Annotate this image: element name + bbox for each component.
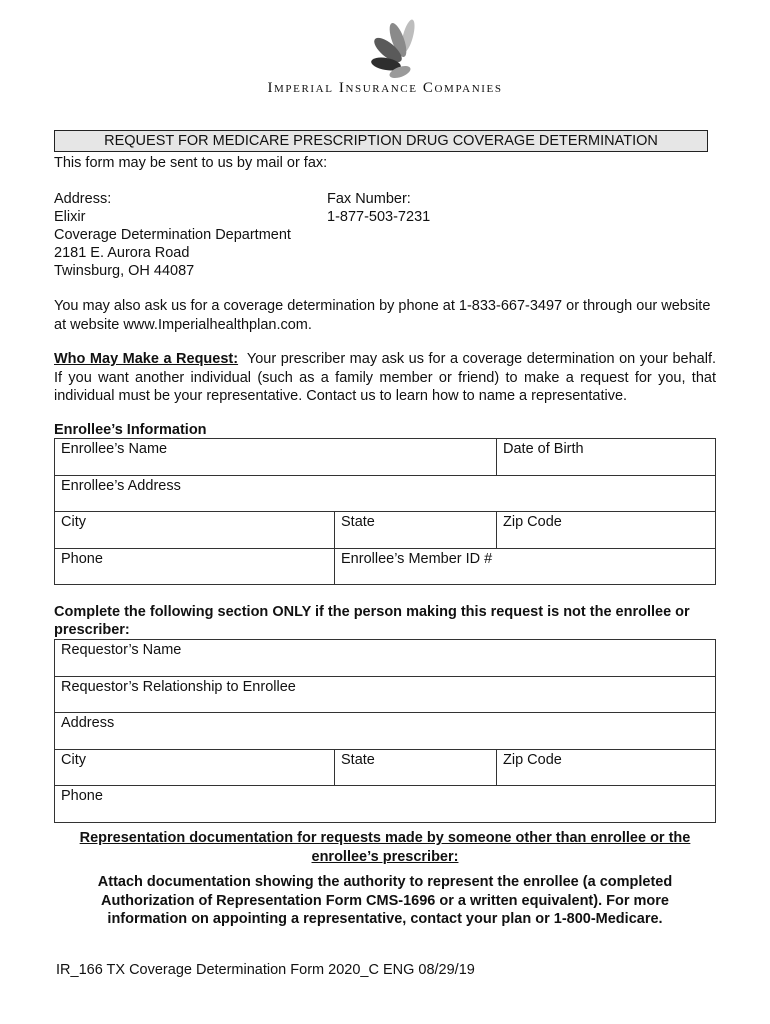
- address-line: Coverage Determination Department: [54, 227, 291, 243]
- requestor-zip-field[interactable]: [496, 750, 715, 786]
- fax-label: Fax Number:: [327, 191, 411, 207]
- representation-body-line: Attach documentation showing the authority to represent the enrollee (a completed: [97, 874, 673, 890]
- member-id-label: Enrollee’s Member ID #: [341, 550, 493, 567]
- requestor-phone-field[interactable]: [55, 786, 715, 822]
- zip-label: Zip Code: [503, 751, 562, 768]
- zip-label: Zip Code: [503, 514, 562, 530]
- form-title: REQUEST FOR MEDICARE PRESCRIPTION DRUG COVERAGE DETERMINATION: [54, 130, 708, 152]
- requestor-relationship-label: Requestor’s Relationship to Enrollee: [61, 678, 296, 695]
- requestor-state-field[interactable]: [334, 750, 496, 786]
- requestor-address-field[interactable]: [55, 713, 715, 749]
- city-label: City: [61, 514, 86, 530]
- requestor-relationship-field[interactable]: [55, 677, 715, 713]
- who-may-heading: Who May Make a Request:: [54, 351, 239, 367]
- fax-info: [327, 190, 430, 226]
- enrollee-address-field[interactable]: [55, 476, 715, 512]
- fax-number: 1-877-503-7231: [327, 209, 431, 225]
- date-of-birth-field[interactable]: [496, 439, 715, 475]
- company-name: Imperial Insurance Companies: [267, 80, 503, 96]
- enrollee-name-label: Enrollee’s Name: [61, 441, 168, 457]
- phone-label: Phone: [61, 788, 103, 804]
- enrollee-info-table: [54, 438, 716, 585]
- representation-body-line: Authorization of Representation Form CMS-1696 or a written equivalent). For more: [101, 892, 669, 909]
- mailing-address: [54, 190, 291, 280]
- enrollee-phone-field[interactable]: [55, 549, 334, 585]
- enrollee-city-field[interactable]: [55, 512, 334, 548]
- representation-body-line: information on appointing a representative, contact your plan or 1-800-Medicare.: [107, 911, 663, 927]
- date-of-birth-label: Date of Birth: [503, 441, 584, 457]
- enrollee-state-field[interactable]: [334, 512, 496, 548]
- phone-paragraph: You may also ask us for a coverage determination by phone at 1-833-667-3497 or through our website at website www.Imperialhealthplan.com.: [54, 298, 711, 333]
- enrollee-address-label: Enrollee’s Address: [61, 477, 181, 494]
- representation-heading-line: Representation documentation for requests made by someone other than enrollee or the: [79, 830, 691, 846]
- representation-body: [54, 873, 716, 929]
- address-label: Address:: [54, 191, 112, 207]
- state-label: State: [341, 514, 375, 530]
- who-may-text: Your prescriber may ask us for a coverage determination on your behalf. If you want another individual (such as a family member or friend) to make a request for you, that individual must be your representative. Contact us to learn how to name a representative.: [54, 351, 717, 404]
- phone-label: Phone: [61, 550, 103, 567]
- requestor-info-table: [54, 639, 716, 823]
- state-label: State: [341, 751, 375, 768]
- enrollee-zip-field[interactable]: [496, 512, 715, 548]
- representation-heading-line: enrollee’s prescriber:: [311, 848, 459, 865]
- enrollee-member-id-field[interactable]: [334, 549, 715, 585]
- requestor-name-label: Requestor’s Name: [61, 642, 182, 658]
- requestor-city-field[interactable]: [55, 750, 334, 786]
- city-label: City: [61, 751, 86, 768]
- requestor-heading: Complete the following section ONLY if the person making this request is not the enrollee or prescriber:: [54, 604, 690, 638]
- representation-heading: [54, 829, 716, 866]
- address-line: Twinsburg, OH 44087: [54, 263, 195, 279]
- address-line: Elixir: [54, 209, 86, 225]
- who-may-paragraph: [54, 350, 716, 406]
- intro-text: This form may be sent to us by mail or fax:: [54, 155, 328, 171]
- enrollee-heading: Enrollee’s Information: [54, 422, 207, 438]
- company-logo-icon: [366, 18, 426, 80]
- address-line: 2181 E. Aurora Road: [54, 245, 190, 261]
- form-footer-code: IR_166 TX Coverage Determination Form 2020_C ENG 08/29/19: [56, 962, 475, 978]
- enrollee-name-field[interactable]: [55, 439, 496, 475]
- requestor-name-field[interactable]: [55, 640, 715, 676]
- requestor-address-label: Address: [61, 715, 115, 731]
